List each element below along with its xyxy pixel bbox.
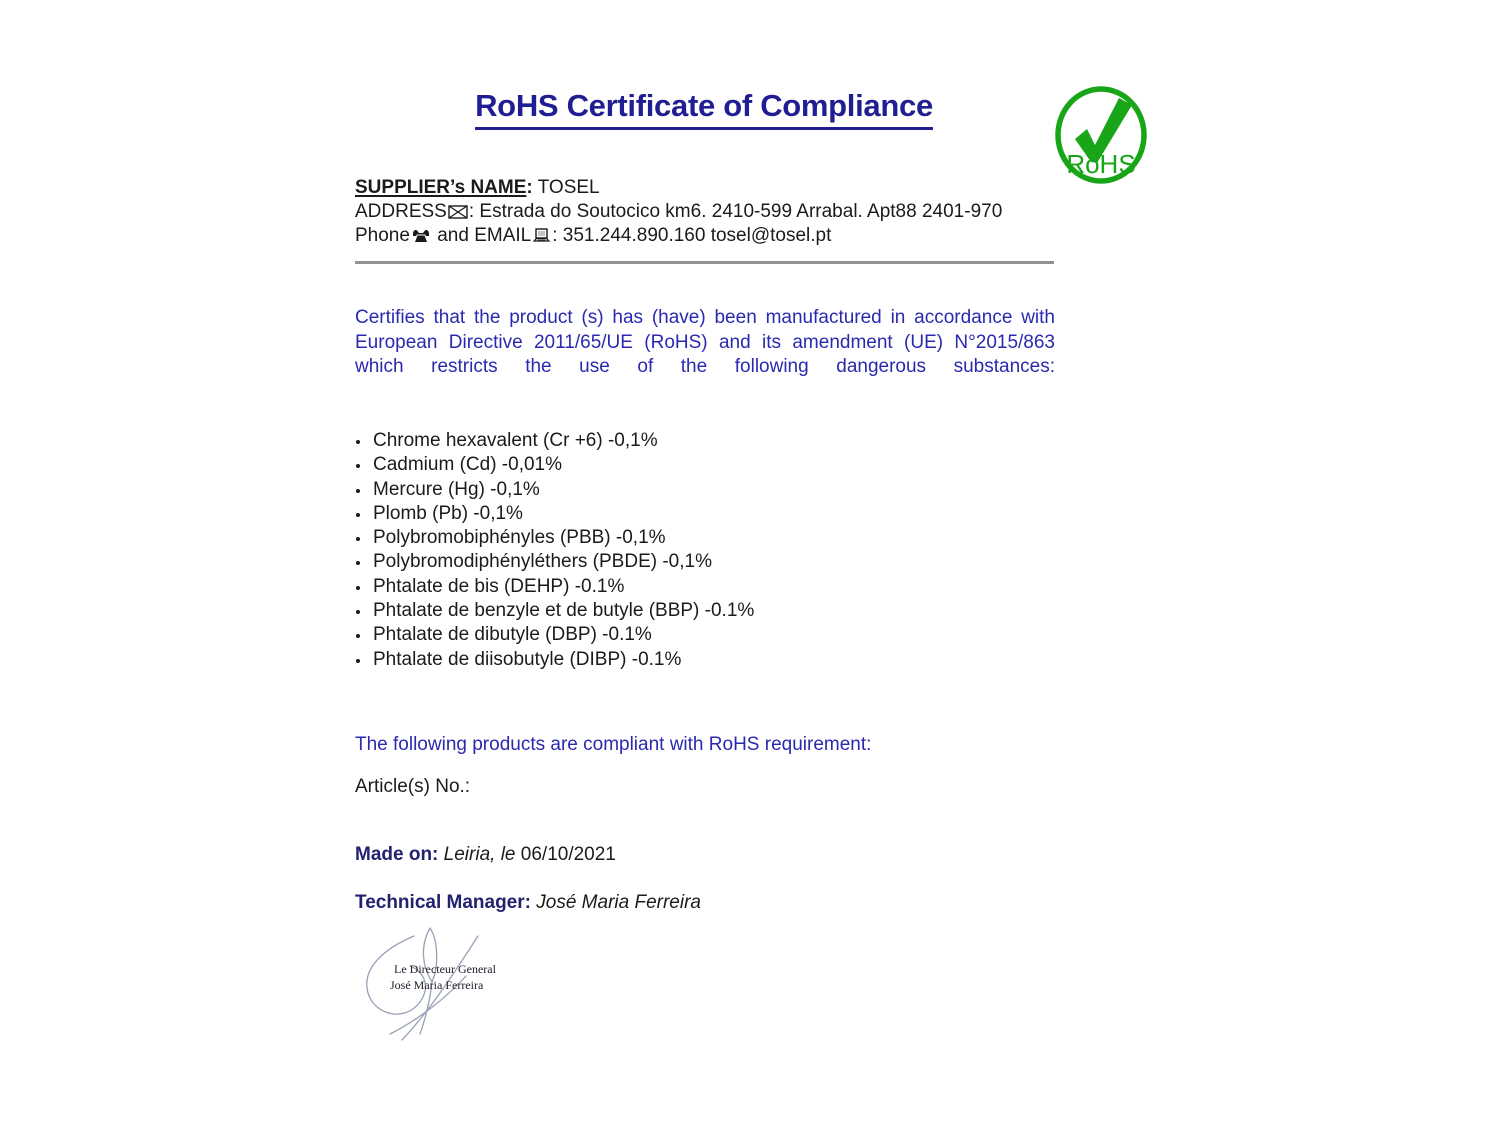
- made-on-place: Leiria, le: [438, 844, 516, 865]
- envelope-icon: [448, 205, 468, 219]
- divider-rule: [355, 261, 1054, 264]
- supplier-name-line: [355, 176, 1055, 200]
- certification-paragraph: Certifies that the product (s) has (have) been manufactured in accordance with European Directive 2011/65/UE (RoHS) and its amendment (UE) N°2015/863 which restricts the use of the following dangerous substances:: [355, 307, 1055, 377]
- supplier-name-colon: :: [526, 177, 533, 198]
- signature-title-text: Le Directeur General: [394, 962, 496, 976]
- made-on-label: Made on:: [355, 844, 439, 865]
- title-wrap: [355, 88, 1053, 130]
- supplier-block: [355, 176, 1055, 248]
- substance-item: • Phtalate de dibutyle (DBP) -0.1%: [371, 623, 1047, 647]
- technical-manager-line: [355, 892, 1055, 914]
- technical-manager-label: Technical Manager:: [355, 892, 531, 913]
- substance-item: • Chrome hexavalent (Cr +6) -0,1%: [371, 429, 1047, 453]
- page-title: RoHS Certificate of Compliance: [475, 88, 933, 130]
- signature: [352, 922, 512, 1047]
- substance-item: • Mercure (Hg) -0,1%: [371, 478, 1047, 502]
- computer-icon: [532, 228, 551, 243]
- contact-value: : 351.244.890.160 tosel@tosel.pt: [552, 225, 832, 246]
- technical-manager-name: José Maria Ferreira: [530, 892, 701, 913]
- substance-item: • Phtalate de diisobutyle (DIBP) -0.1%: [371, 648, 1047, 672]
- phone-label: Phone: [355, 225, 410, 246]
- address-value: : Estrada do Soutocico km6. 2410-599 Arrabal. Apt88 2401-970: [468, 201, 1003, 222]
- article-number-line: Article(s) No.:: [355, 776, 471, 797]
- substances-list: [357, 429, 1047, 672]
- substance-item: • Phtalate de benzyle et de butyle (BBP) -0.1%: [371, 599, 1047, 623]
- substance-item: • Polybromobiphényles (PBB) -0,1%: [371, 526, 1047, 550]
- signature-name-text: José Maria Ferreira: [390, 978, 484, 992]
- rohs-logo-text: RoHS: [1066, 149, 1136, 179]
- email-label: and EMAIL: [431, 225, 532, 246]
- supplier-name-label: SUPPLIER’s NAME: [355, 177, 527, 198]
- rohs-logo: [1053, 85, 1149, 185]
- supplier-address-line: [355, 200, 1055, 224]
- supplier-contact-line: [355, 224, 1055, 248]
- substance-item: • Phtalate de bis (DEHP) -0.1%: [371, 575, 1047, 599]
- substance-item: • Polybromodiphényléthers (PBDE) -0,1%: [371, 550, 1047, 574]
- substance-item: • Cadmium (Cd) -0,01%: [371, 453, 1047, 477]
- made-on-line: [355, 844, 1055, 866]
- phone-icon: [411, 227, 431, 243]
- supplier-name-value: TOSEL: [532, 177, 600, 198]
- compliance-line: The following products are compliant with RoHS requirement:: [355, 734, 872, 755]
- substance-item: • Plomb (Pb) -0,1%: [371, 502, 1047, 526]
- address-label: ADDRESS: [355, 201, 447, 222]
- made-on-date: 06/10/2021: [515, 844, 616, 865]
